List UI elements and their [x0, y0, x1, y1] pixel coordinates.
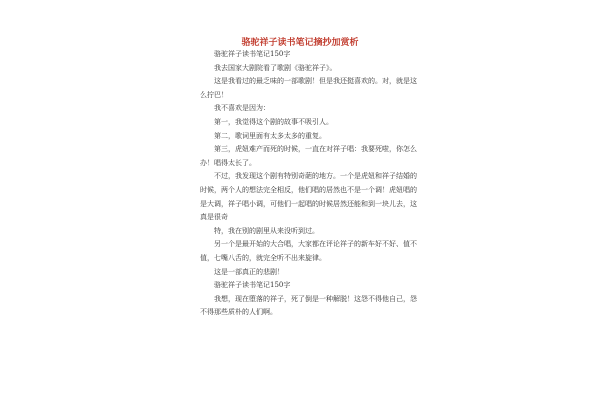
paragraph: 这是我看过的最乏味的一部歌剧！但是我还挺喜欢的。对，就是这么拧巴！ — [200, 77, 417, 99]
paragraph: 不过，我发现这个剧有特别奇葩的地方。一个是虎妞和祥子结婚的时候，两个人的想法完全相反，他们唱的居然也不是一个调！虎妞唱的是大调，祥子唱小调，可他们一起唱的时候居然还能和到一块儿去，这真是很奇 — [200, 172, 417, 222]
paragraph: 我不喜欢是因为： — [214, 104, 270, 113]
paragraph: 另一个是最开始的大合唱，大家都在评论祥子的新车好不好、值不值，七嘴八舌的，就完全听不出来旋律。 — [200, 240, 417, 262]
paragraph: 特，我在别的剧里从来没听到过。 — [214, 226, 319, 235]
document-title: 骆驼祥子读书笔记摘抄加赏析 — [241, 38, 359, 48]
paragraph: 骆驼祥子读书笔记150字 — [214, 50, 291, 58]
paragraph: 第一，我觉得这个剧的故事不吸引人。 — [214, 117, 333, 126]
paragraph: 我去国家大剧院看了歌剧《骆驼祥子》。 — [214, 63, 337, 72]
document-body — [200, 48, 418, 320]
paragraph: 我想，现在堕落的祥子，死了倒是一种解脱！这怨不得他自己，怨不得那些质朴的人们啊。 — [200, 294, 417, 317]
paragraph: 这是一部真正的悲剧！ — [214, 267, 284, 276]
paragraph: 第二，歌词里面有太多太多的重复。 — [214, 131, 326, 140]
paragraph: 骆驼祥子读书笔记150字 — [214, 281, 291, 290]
paragraph: 第三，虎妞难产而死的时候，一直在对祥子唱：我要死啦，你怎么办！唱得太长了。 — [200, 145, 417, 167]
